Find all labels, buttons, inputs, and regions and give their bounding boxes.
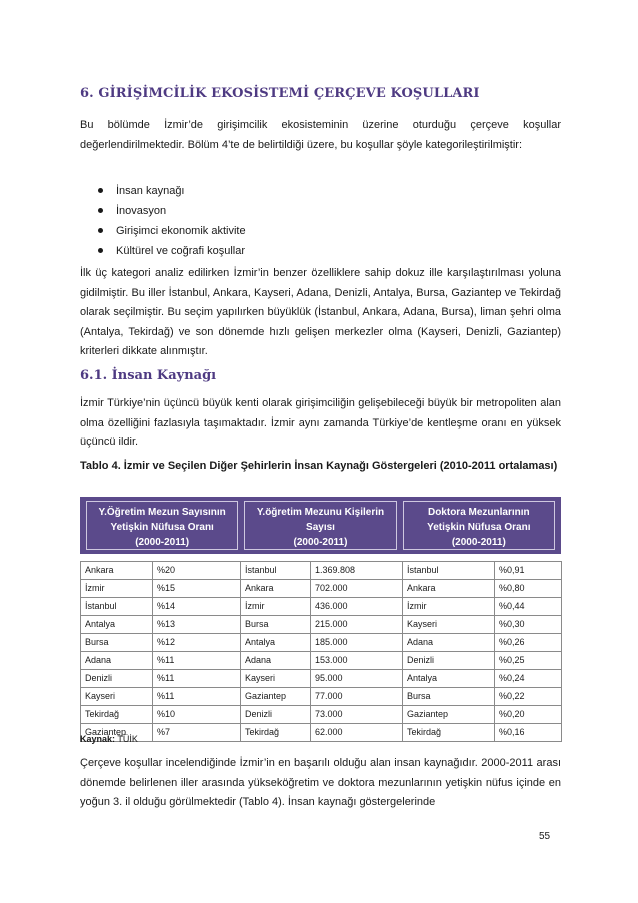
- table-cell: Tekirdağ: [81, 705, 153, 723]
- column-header-line: Yetişkin Nüfusa Oranı: [110, 522, 214, 533]
- human-resource-paragraph: İzmir Türkiye’nin üçüncü büyük kenti olarak girişimciliğin gelişebileceği büyük bir metropoliten alan olma özelliğini fazlasıyla taşımaktadır. İzmir aynı zamanda Türkiye’de kentleşme oranı en yüksek üçüncü ildir.: [80, 397, 561, 448]
- subsection-heading: 6.1. İnsan Kaynağı: [80, 368, 217, 383]
- table-cell: Ankara: [403, 579, 495, 597]
- page-number: 55: [539, 831, 551, 842]
- table-cell: %0,20: [495, 705, 562, 723]
- indicator-table: [80, 497, 561, 742]
- table-cell: Bursa: [241, 615, 311, 633]
- column-header-line: (2000-2011): [451, 537, 506, 548]
- table-cell: Tekirdağ: [403, 723, 495, 741]
- table-cell: %0,26: [495, 633, 562, 651]
- table-cell: 95.000: [311, 669, 403, 687]
- column-header: [86, 501, 238, 550]
- table-cell: %0,30: [495, 615, 562, 633]
- table-cell: İzmir: [403, 597, 495, 615]
- table-cell: İzmir: [81, 579, 153, 597]
- table-row: [81, 579, 562, 597]
- bullet-icon: [98, 228, 103, 233]
- table-cell: %0,24: [495, 669, 562, 687]
- table-cell: Ankara: [241, 579, 311, 597]
- table-cell: Denizli: [241, 705, 311, 723]
- table-cell: 73.000: [311, 705, 403, 723]
- table-cell: %13: [153, 615, 241, 633]
- table-cell: %7: [153, 723, 241, 741]
- table-cell: 62.000: [311, 723, 403, 741]
- table-cell: 436.000: [311, 597, 403, 615]
- table-cell: 153.000: [311, 651, 403, 669]
- table-cell: Kayseri: [403, 615, 495, 633]
- table-row: [81, 651, 562, 669]
- table-cell: %0,22: [495, 687, 562, 705]
- table-cell: İstanbul: [81, 597, 153, 615]
- table-cell: İstanbul: [403, 561, 495, 579]
- list-item-label: İnsan kaynağı: [116, 185, 185, 197]
- table-cell: %14: [153, 597, 241, 615]
- table-cell: Gaziantep: [81, 723, 153, 741]
- table-cell: %0,80: [495, 579, 562, 597]
- table-cell: Bursa: [403, 687, 495, 705]
- table-row: [81, 705, 562, 723]
- table-cell: Gaziantep: [403, 705, 495, 723]
- table-cell: Antalya: [403, 669, 495, 687]
- table-cell: Kayseri: [241, 669, 311, 687]
- table-header: [80, 497, 561, 554]
- table-cell: %11: [153, 651, 241, 669]
- list-item-label: İnovasyon: [116, 205, 167, 217]
- bullet-icon: [98, 188, 103, 193]
- table-cell: 77.000: [311, 687, 403, 705]
- bullet-icon: [98, 208, 103, 213]
- table-cell: %20: [153, 561, 241, 579]
- column-header-line: Doktora Mezunlarının: [427, 507, 530, 518]
- table-body: [80, 554, 562, 742]
- conclusion-paragraph: Çerçeve koşullar incelendiğinde İzmir’in en başarılı olduğu alan insan kaynağıdır. 2000-2011 arası dönemde belirlenen iller arasında yükseköğretim ve doktora mezunlarının yetişkin nüfus içinde en yoğun 3. il olduğu görülmektedir (Tablo 4). İnsan kaynağı göstergelerinde: [80, 757, 561, 808]
- column-header-line: Sayısı: [306, 522, 335, 533]
- column-header: [244, 501, 396, 550]
- table-cell: 702.000: [311, 579, 403, 597]
- table-cell: %0,16: [495, 723, 562, 741]
- table-cell: Adana: [81, 651, 153, 669]
- table-cell: 185.000: [311, 633, 403, 651]
- table-cell: Kayseri: [81, 687, 153, 705]
- column-header-line: (2000-2011): [293, 537, 348, 548]
- table-row: [81, 597, 562, 615]
- section-heading: 6. GİRİŞİMCİLİK EKOSİSTEMİ ÇERÇEVE KOŞULLARI: [80, 86, 480, 101]
- list-item-label: Girişimci ekonomik aktivite: [116, 225, 246, 237]
- table-row: [81, 669, 562, 687]
- table-cell: İstanbul: [241, 561, 311, 579]
- bullet-icon: [98, 248, 103, 253]
- table-cell: %0,44: [495, 597, 562, 615]
- table-source: [80, 734, 138, 744]
- source-label: Kaynak:: [80, 734, 116, 744]
- table-cell: %0,25: [495, 651, 562, 669]
- column-header-line: Y.öğretim Mezunu Kişilerin: [256, 507, 385, 518]
- table-cell: %11: [153, 687, 241, 705]
- column-header-line: Yetişkin Nüfusa Oranı: [427, 522, 531, 533]
- comparison-paragraph: İlk üç kategori analiz edilirken İzmir’in benzer özelliklere sahip dokuz ille karşılaştırılması yoluna gidilmiştir. Bu iller İstanbul, Ankara, Kayseri, Adana, Denizli, Antalya, Bursa, Gaziantep ve Tekirdağ olarak seçilmiştir. Bu seçim yapılırken büyüklük (İstanbul, Ankara, Adana, Bursa), liman şehri olma (Antalya, Tekirdağ) ve son dönemde hızlı gelişen merkezler olma (Kayseri, Denizli, Gaziantep) kriterleri dikkate alınmıştır.: [80, 267, 561, 357]
- table-row: [81, 615, 562, 633]
- column-header: [403, 501, 555, 550]
- list-item: [96, 241, 246, 261]
- table-cell: Adana: [403, 633, 495, 651]
- table-cell: Bursa: [81, 633, 153, 651]
- table-cell: Denizli: [403, 651, 495, 669]
- table-cell: %10: [153, 705, 241, 723]
- table-cell: 215.000: [311, 615, 403, 633]
- list-item: [96, 181, 246, 201]
- column-header-line: (2000-2011): [135, 537, 190, 548]
- table-cell: İzmir: [241, 597, 311, 615]
- table-row: [81, 633, 562, 651]
- table-cell: 1.369.808: [311, 561, 403, 579]
- table-cell: Tekirdağ: [241, 723, 311, 741]
- table-row: [81, 723, 562, 741]
- table-cell: Antalya: [241, 633, 311, 651]
- list-item: [96, 201, 246, 221]
- table-cell: %11: [153, 669, 241, 687]
- column-header-line: Y.Öğretim Mezun Sayısının: [98, 507, 226, 518]
- table-cell: %0,91: [495, 561, 562, 579]
- table-cell: %15: [153, 579, 241, 597]
- table-row: [81, 687, 562, 705]
- table-cell: Gaziantep: [241, 687, 311, 705]
- category-list: [96, 181, 246, 261]
- list-item: [96, 221, 246, 241]
- table-cell: Denizli: [81, 669, 153, 687]
- table-spacer-row: [81, 554, 562, 561]
- table-cell: Ankara: [81, 561, 153, 579]
- table-row: [81, 561, 562, 579]
- table-cell: Adana: [241, 651, 311, 669]
- source-value: TÜİK: [117, 734, 138, 744]
- table-cell: Antalya: [81, 615, 153, 633]
- intro-paragraph: Bu bölümde İzmir’de girişimcilik ekosisteminin üzerine oturduğu çerçeve koşullar değerlendirilmektedir. Bölüm 4’te de belirtildiği üzere, bu koşullar şöyle kategorileştirilmiştir:: [80, 119, 561, 151]
- table-cell: %12: [153, 633, 241, 651]
- list-item-label: Kültürel ve coğrafi koşullar: [116, 245, 246, 257]
- table-caption: Tablo 4. İzmir ve Seçilen Diğer Şehirlerin İnsan Kaynağı Göstergeleri (2010-2011 ortalaması): [80, 460, 558, 472]
